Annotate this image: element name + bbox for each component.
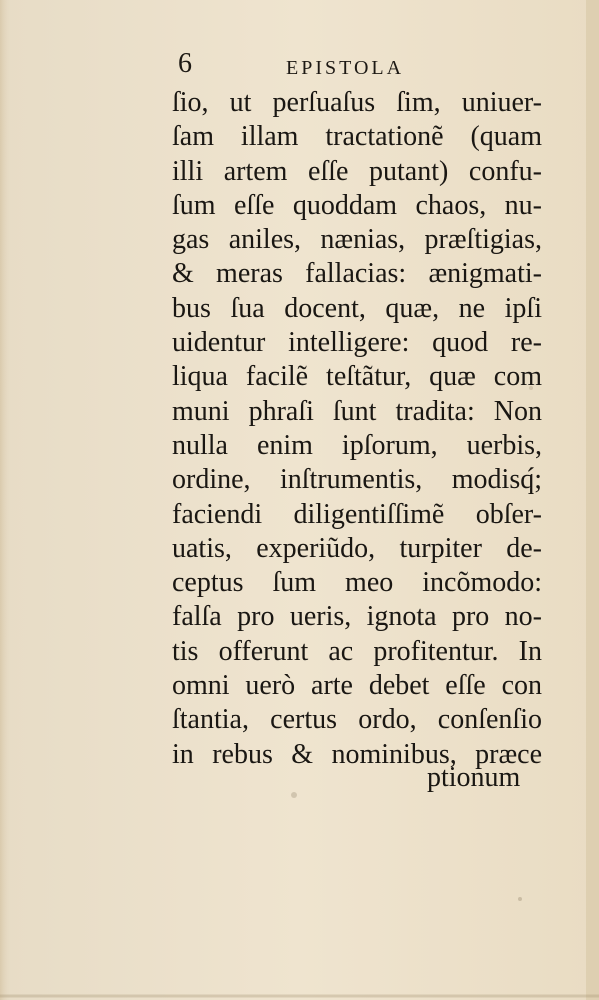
body-text: [172, 86, 542, 772]
text-line: uatis, experiũdo, turpiter de-: [172, 532, 542, 564]
text-line: illi artem eſſe putant) confu-: [172, 155, 542, 187]
text-line: ſum eſſe quoddam chaos, nu-: [172, 189, 542, 221]
text-line: muni phraſi ſunt tradita: Non: [172, 395, 542, 427]
page-number: 6: [178, 48, 192, 79]
catchword: ptionum: [427, 762, 521, 793]
text-line: nulla enim ipſorum, uerbis,: [172, 429, 542, 461]
text-line: omni uerò arte debet eſſe con: [172, 670, 542, 702]
text-line: ſio, ut perſuaſus ſim, uniuer-: [172, 87, 542, 118]
text-line: ſtantia, certus ordo, conſenſio: [172, 704, 542, 736]
text-line: uidentur intelligere: quod re-: [172, 327, 542, 359]
text-line: liqua facilẽ teſtãtur, quæ com: [172, 361, 542, 393]
text-line: bus ſua docent, quæ, ne ipſi: [172, 292, 542, 324]
text-line: tis offerunt ac profitentur. In: [172, 635, 542, 667]
text-line: & meras fallacias: ænigmati-: [172, 258, 542, 290]
text-line: ſam illam tractationẽ (quam: [172, 121, 542, 153]
text-line: gas aniles, nænias, præſtigias,: [172, 224, 542, 256]
text-line: falſa pro ueris, ignota pro no-: [172, 601, 542, 633]
text-line: in rebus & nominibus, præce: [172, 738, 542, 770]
text-line: faciendi diligentiſſimẽ obſer-: [172, 498, 542, 530]
text-line: ordine, inſtrumentis, modisq́;: [172, 464, 542, 496]
running-head: EPISTOLA: [286, 57, 405, 79]
text-line: ceptus ſum meo incõmodo:: [172, 567, 542, 599]
